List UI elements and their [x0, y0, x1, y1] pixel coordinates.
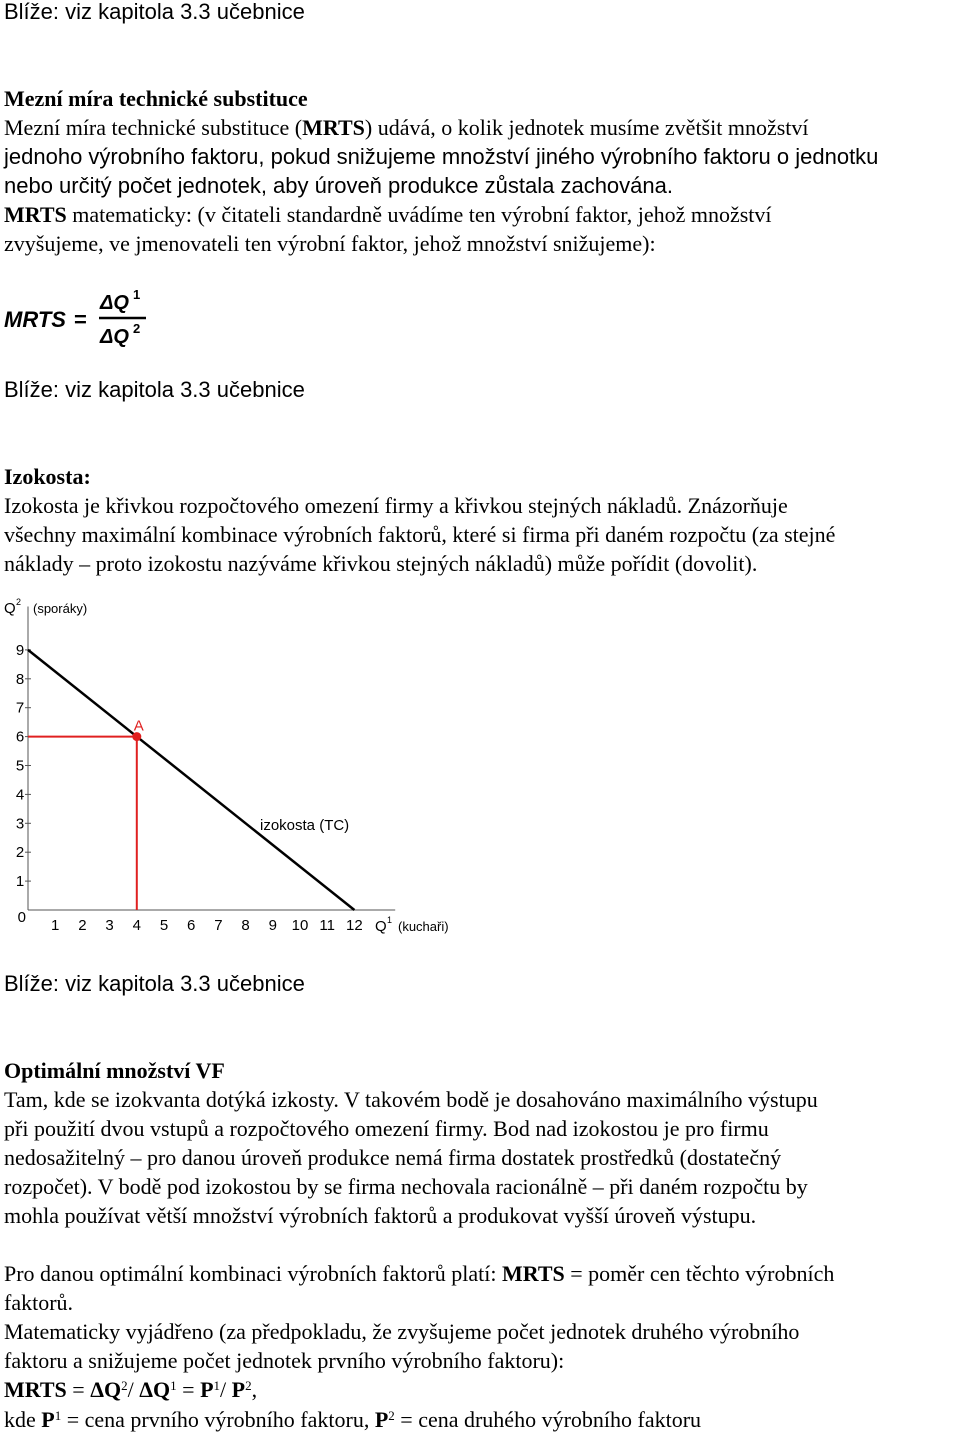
section-heading-optimum: [4, 1056, 225, 1085]
series-label: izokosta (TC): [260, 817, 350, 834]
y-tick-label: 7: [15, 699, 25, 717]
point-guides: [28, 737, 137, 910]
paragraph-line: [4, 113, 809, 142]
def-sup: 1: [54, 1408, 62, 1423]
x-tick-label: 6: [187, 917, 196, 934]
y-ticks: [16, 642, 31, 890]
paragraph-line: Tam, kde se izokvanta dotýká izkosty. V takovém bodě je dosahováno maximálního výstupu: [4, 1087, 818, 1112]
paragraph-line: [4, 1259, 834, 1288]
paragraph-line: zvyšujeme, ve jmenovateli ten výrobní faktor, jehož množství snižujeme):: [4, 231, 656, 256]
def-p2: P: [374, 1407, 389, 1432]
point-group: [132, 718, 144, 742]
eq-comma: ,: [251, 1377, 258, 1402]
paragraph-line: při použití dvou vstupů a rozpočtového omezení firmy. Bod nad izokostou je pro firmu: [4, 1116, 769, 1141]
eq-mrts: MRTS: [4, 1377, 67, 1402]
x-axis-label: Q: [375, 918, 387, 935]
x-tick-label: 8: [241, 917, 250, 934]
paragraph-line: jednoho výrobního faktoru, pokud snižujeme množství jiného výrobního faktoru o jednotku: [4, 144, 879, 169]
eq-sup: 2: [245, 1378, 252, 1393]
paragraph-line: faktoru a snižujeme počet jednotek prvního výrobního faktoru):: [4, 1348, 565, 1373]
eq-sign: =: [176, 1377, 201, 1402]
y-tick-label: 5: [15, 757, 25, 775]
eq-dq1: ΔQ: [139, 1377, 171, 1402]
formula-equals: =: [74, 307, 87, 332]
y-tick-label: 1: [15, 873, 25, 891]
series-group: [28, 650, 354, 910]
eq-sign: =: [66, 1377, 91, 1402]
paragraph-line: všechny maximální kombinace výrobních faktorů, které si firma při daném rozpočtu (za stejné: [4, 522, 836, 547]
y-tick-label: 4: [15, 786, 25, 804]
paragraph-line: faktorů.: [4, 1290, 74, 1315]
section-heading-izokosta: [4, 462, 91, 491]
reference-note: Blíže: viz kapitola 3.3 učebnice: [4, 971, 305, 996]
eq-dq2: ΔQ: [90, 1377, 122, 1402]
eq-slash: /: [220, 1377, 232, 1402]
paragraph-line: nedosažitelný – pro danou úroveň produkce nemá firma dostatek prostředků (dostatečný: [4, 1145, 782, 1170]
text: Pro danou optimální kombinaci výrobních faktorů platí:: [4, 1261, 502, 1286]
mrts-equation: [4, 1375, 257, 1404]
reference-note: Blíže: viz kapitola 3.3 učebnice: [4, 0, 305, 24]
x-tick-label: 9: [268, 917, 277, 934]
heading-text: Izokosta:: [4, 464, 91, 489]
mrts-term: MRTS: [302, 115, 365, 140]
y-tick-label: 2: [15, 844, 25, 862]
x-tick-label: 7: [214, 917, 223, 934]
paragraph-line: náklady – proto izokostu nazýváme křivkou stejných nákladů) může pořídit (dovolit).: [4, 551, 758, 576]
x-axis-title: [375, 915, 449, 935]
paragraph-line: rozpočet). V bodě pod izokostou by se firma nechovala racionálně – při daném rozpočtu by: [4, 1174, 808, 1199]
eq-slash: /: [127, 1377, 140, 1402]
x-tick-label: 1: [51, 917, 60, 934]
mrts-term: MRTS: [501, 1261, 565, 1286]
x-tick-label: 11: [319, 917, 335, 934]
reference-note: Blíže: viz kapitola 3.3 učebnice: [4, 377, 305, 402]
y-axis-unit: (sporáky): [33, 601, 88, 616]
x-tick-label: 4: [132, 917, 141, 934]
x-tick-label: 5: [159, 917, 169, 934]
text: = cena prvního výrobního faktoru,: [61, 1407, 375, 1432]
text: ) udává, o kolik jednotek musíme zvětšit množství: [364, 115, 809, 140]
x-tick-label: 10: [291, 917, 309, 934]
eq-p1: P: [200, 1377, 214, 1402]
x-tick-label: 3: [105, 917, 114, 934]
paragraph-line: [4, 200, 772, 229]
text: matematicky: (v čitateli standardně uvádíme ten výrobní faktor, jehož množství: [66, 202, 772, 227]
text: = cena druhého výrobního faktoru: [394, 1407, 702, 1432]
x-ticks: [51, 917, 363, 934]
text: kde: [4, 1407, 42, 1432]
x-axis-sup: 1: [387, 915, 393, 925]
formula-lhs: MRTS: [4, 307, 66, 332]
formula-denominator: ΔQ: [100, 326, 129, 348]
y-axis-title: [4, 597, 87, 617]
y-tick-label: 3: [15, 815, 25, 833]
heading-text: Mezní míra technické substituce: [4, 86, 308, 111]
isocost-line: [28, 650, 354, 910]
y-tick-label: 6: [15, 728, 25, 746]
paragraph-line: nebo určitý počet jednotek, aby úroveň produkce zůstala zachována.: [4, 173, 673, 198]
formula-numerator: ΔQ: [100, 292, 129, 314]
eq-sup: 2: [121, 1378, 128, 1393]
section-heading-mrts: [4, 84, 308, 113]
paragraph-line: Matematicky vyjádřeno (za předpokladu, že zvyšujeme počet jednotek druhého výrobního: [4, 1319, 800, 1344]
paragraph-line: Izokosta je křivkou rozpočtového omezení firmy a křivkou stejných nákladů. Znázorňuje: [4, 493, 788, 518]
formula-numerator-sup: 1: [133, 288, 141, 302]
paragraph-line: mohla používat větší množství výrobních faktorů a produkovat vyšší úroveň výstupu.: [4, 1203, 757, 1228]
x-tick-label: 12: [346, 917, 363, 934]
y-tick-label: 9: [15, 641, 25, 659]
eq-sup: 1: [170, 1378, 177, 1393]
origin-label: 0: [17, 909, 26, 926]
mrts-term: MRTS: [4, 202, 67, 227]
y-tick-label: 8: [15, 670, 25, 688]
eq-p2: P: [231, 1377, 246, 1402]
text: Mezní míra technické substituce (: [4, 115, 303, 140]
price-definition: [4, 1405, 701, 1434]
def-sup: 2: [388, 1408, 395, 1423]
formula-denominator-sup: 2: [133, 321, 141, 336]
y-axis-sup: 2: [16, 597, 22, 607]
heading-text: Optimální množství VF: [4, 1058, 225, 1083]
text: = poměr cen těchto výrobních: [564, 1261, 835, 1286]
isocost-chart: [0, 596, 460, 940]
x-axis-unit: (kuchaři): [398, 919, 449, 934]
x-tick-label: 2: [78, 917, 87, 934]
mrts-formula: [4, 288, 154, 350]
point-label: A: [133, 717, 144, 735]
y-axis-label: Q: [4, 600, 16, 617]
eq-sup: 1: [213, 1378, 221, 1393]
def-p1: P: [41, 1407, 55, 1432]
